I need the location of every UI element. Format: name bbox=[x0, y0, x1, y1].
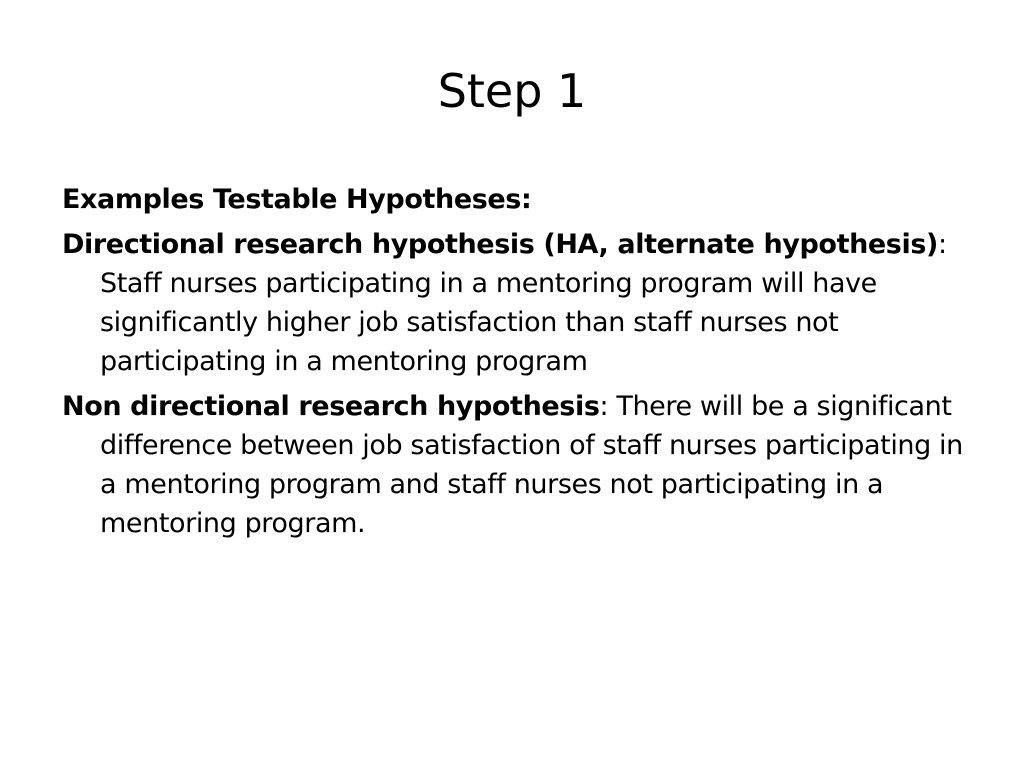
nondirectional-hypothesis-paragraph bbox=[62, 387, 972, 543]
directional-hypothesis-text: : Staff nurses participating in a mentoring program will have significantly higher job satisfaction than staff nurses not participating in a mentoring program bbox=[100, 229, 947, 377]
slide-body bbox=[62, 180, 972, 549]
nondirectional-hypothesis-text: : There will be a significant difference between job satisfaction of staff nurses participating in a mentoring program and staff nurses not participating in a mentoring program. bbox=[100, 391, 963, 539]
nondirectional-hypothesis-term: Non directional research hypothesis bbox=[62, 391, 600, 422]
directional-hypothesis-term: Directional research hypothesis (HA, alternate hypothesis) bbox=[62, 229, 938, 260]
examples-heading: Examples Testable Hypotheses: bbox=[62, 184, 532, 215]
slide-title: Step 1 bbox=[437, 64, 587, 118]
directional-hypothesis-paragraph bbox=[62, 225, 972, 381]
